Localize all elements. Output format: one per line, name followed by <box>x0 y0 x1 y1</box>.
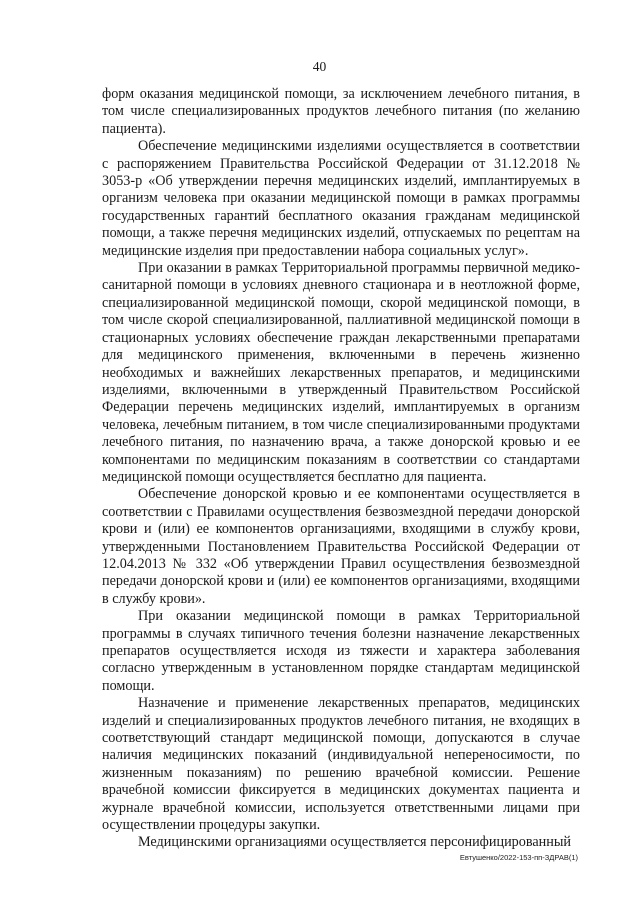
page-number: 40 <box>312 59 327 74</box>
document-body <box>102 86 580 852</box>
paragraph-3: При оказании в рамках Территориальной программы первичной медико-санитарной помощи в условиях дневного стационара и в неотложной форме, специализированной медицинской помощи, скорой медицинской помощи, в том числе скорой специализированной, паллиативной медицинской помощи в стационарных условиях обеспечение граждан лекарственными препаратами для медицинского применения, включенными в перечень жизненно необходимых и важнейших лекарственных препаратов, и медицинскими изделиями, включенными в утвержденный Правительством Российской Федерации перечень медицинских изделий, имплантируемых в организм человека, лечебным питанием, в том числе специализированными продуктами лечебного питания, по назначению врача, а также донорской кровью и ее компонентами по медицинским показаниям в соответствии со стандартами медицинской помощи осуществляется бесплатно для пациента. <box>102 260 580 485</box>
document-registration-code: Евтушенко/2022-153-пп-ЗДРАВ(1) <box>459 853 578 862</box>
paragraph-1: форм оказания медицинской помощи, за исключением лечебного питания, в том числе специализированных продуктов лечебного питания (по желанию пациента). <box>102 86 580 137</box>
paragraph-2: Обеспечение медицинскими изделиями осуществляется в соответствии с распоряжением Правительства Российской Федерации от 31.12.2018 № 3053-р «Об утверждении перечня медицинских изделий, имплантируемых в организм человека при оказании медицинской помощи в рамках программы государственных гарантий бесплатного оказания гражданам медицинской помощи, а также перечня медицинских изделий, отпускаемых по рецептам на медицинские изделия при предоставлении набора социальных услуг». <box>102 138 580 259</box>
paragraph-7: Медицинскими организациями осуществляется персонифицированный <box>138 834 571 851</box>
paragraph-4: Обеспечение донорской кровью и ее компонентами осуществляется в соответствии с Правилами осуществления безвозмездной передачи донорской крови и (или) ее компонентов организациями, входящими в службу крови, утвержденными Постановлением Правительства Российской Федерации от 12.04.2013 № 332 «Об утверждении Правил осуществления безвозмездной передачи донорской крови и (или) ее компонентов организациями, входящими в службу крови». <box>102 486 580 607</box>
paragraph-5: При оказании медицинской помощи в рамках Территориальной программы в случаях типичного течения болезни назначение лекарственных препаратов осуществляется исходя из тяжести и характера заболевания согласно утвержденным в установленном порядке стандартам медицинской помощи. <box>102 608 580 694</box>
paragraph-6: Назначение и применение лекарственных препаратов, медицинских изделий и специализированных продуктов лечебного питания, не входящих в соответствующий стандарт медицинской помощи, допускаются в случае наличия медицинских показаний (индивидуальной непереносимости, по жизненным показаниям) по решению врачебной комиссии. Решение врачебной комиссии фиксируется в медицинских документах пациента и журнале врачебной комиссии, используется ответственными лицами при осуществлении процедуры закупки. <box>102 695 580 834</box>
